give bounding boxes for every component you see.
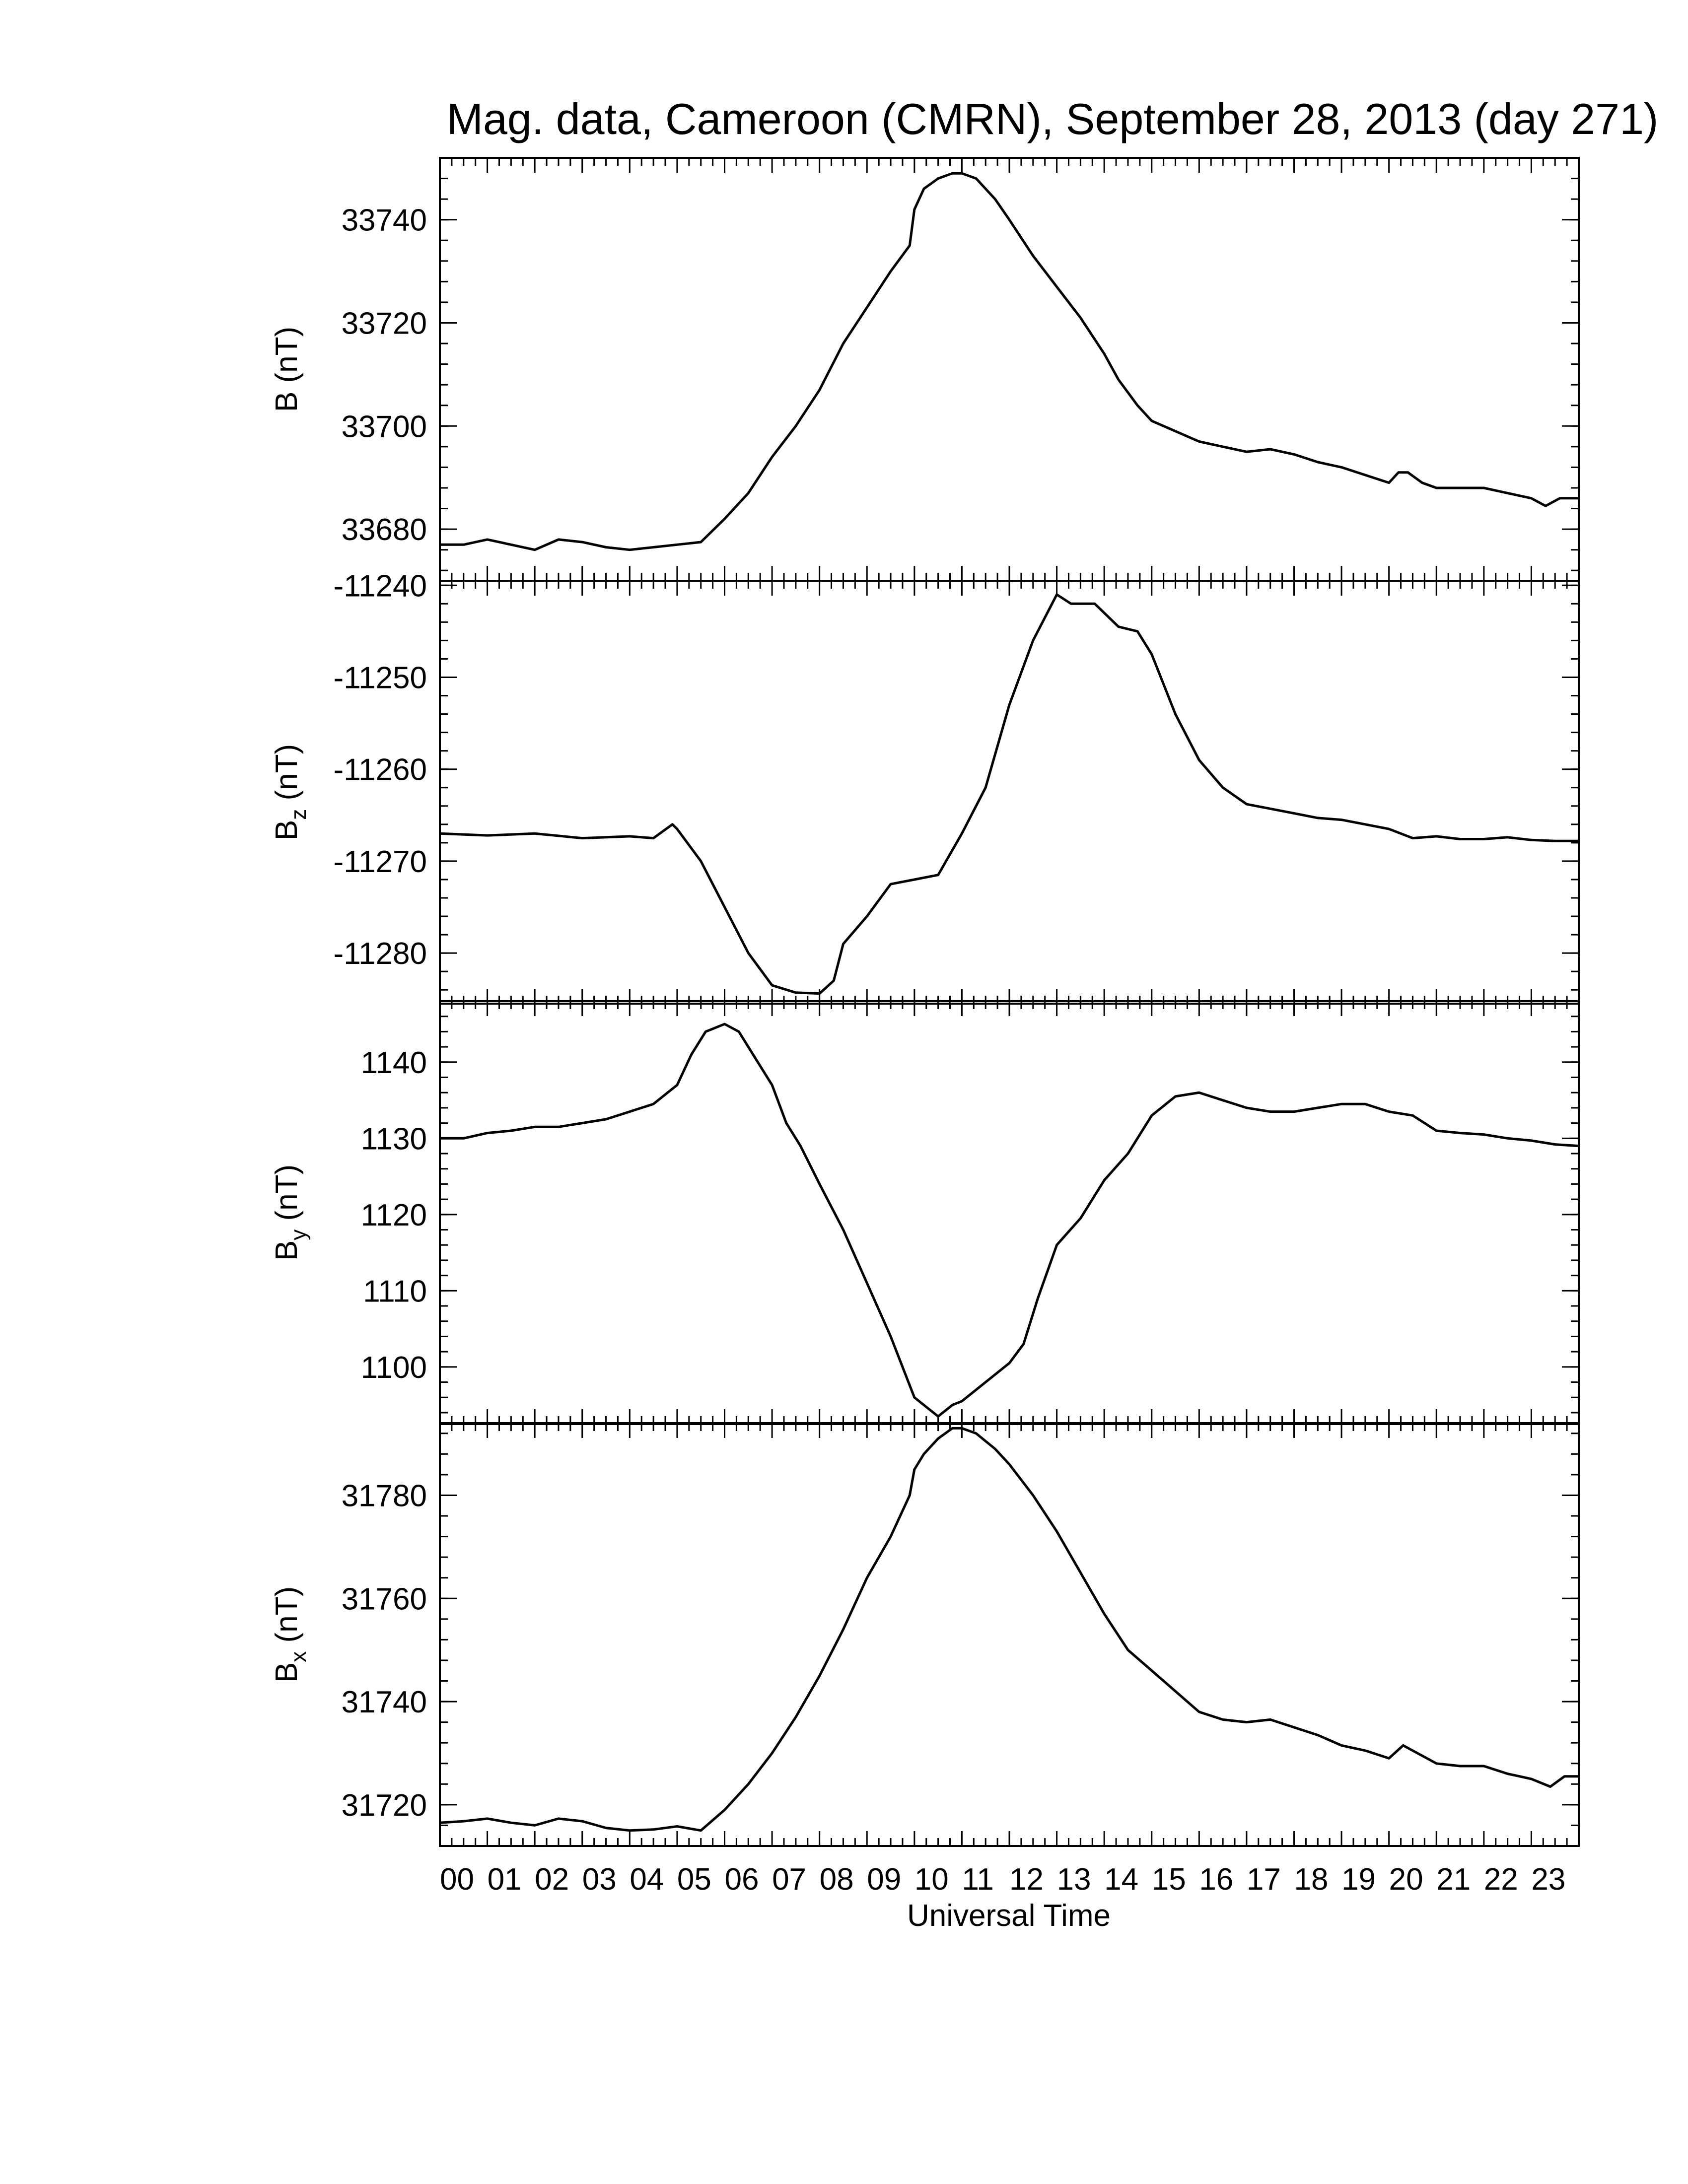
y-axis-label: $B_x$ (nT) xyxy=(270,1586,311,1683)
chart-title: Mag. data, Cameroon (CMRN), September 28, 2013 (day 271) xyxy=(446,94,1659,143)
y-tick-label: 1100 xyxy=(360,1350,427,1385)
y-tick-label: -11260 xyxy=(333,752,427,787)
x-tick-label: 17 xyxy=(1246,1862,1281,1897)
panels xyxy=(270,158,1579,1897)
x-tick-label: 18 xyxy=(1294,1862,1329,1897)
y-tick-label: 31740 xyxy=(341,1685,427,1720)
x-tick-label: 11 xyxy=(962,1862,994,1897)
x-tick-label: 15 xyxy=(1151,1862,1186,1897)
y-tick-label: 31720 xyxy=(341,1788,427,1823)
panel-frame xyxy=(440,1001,1579,1424)
y-tick-label: 1120 xyxy=(360,1198,427,1232)
x-tick-label: 08 xyxy=(819,1862,854,1897)
x-tick-label: 19 xyxy=(1341,1862,1376,1897)
x-tick-label: 13 xyxy=(1056,1862,1091,1897)
x-tick-label: 07 xyxy=(772,1862,807,1897)
y-tick-label: 1130 xyxy=(360,1122,427,1157)
series-line-bz xyxy=(440,595,1579,994)
x-tick-label: 10 xyxy=(914,1862,949,1897)
y-tick-label: 33700 xyxy=(341,410,427,444)
y-tick-label: 1140 xyxy=(360,1045,427,1080)
x-axis-label: Universal Time xyxy=(907,1899,1111,1933)
y-tick-label: 33680 xyxy=(341,513,427,547)
series-line-bx xyxy=(440,1428,1579,1830)
panel-frame xyxy=(440,581,1579,1004)
x-tick-label: 09 xyxy=(867,1862,902,1897)
x-tick-label: 00 xyxy=(440,1862,474,1897)
x-tick-label: 20 xyxy=(1389,1862,1423,1897)
x-tick-label: 21 xyxy=(1436,1862,1471,1897)
x-tick-label: 01 xyxy=(487,1862,522,1897)
series-line-b xyxy=(440,173,1579,549)
y-axis-label: $B_z$ (nT) xyxy=(270,744,311,841)
panel-bx xyxy=(270,1423,1579,1846)
x-tick-label: 14 xyxy=(1104,1862,1139,1897)
x-tick-label: 06 xyxy=(724,1862,759,1897)
panel-by xyxy=(270,1001,1579,1424)
panel-frame xyxy=(440,1423,1579,1846)
y-tick-label: 31760 xyxy=(341,1582,427,1617)
y-tick-label: -11270 xyxy=(333,844,427,879)
panel-bz xyxy=(270,569,1579,1004)
y-tick-label: 31780 xyxy=(341,1479,427,1513)
y-axis-label: $B_y$ (nT) xyxy=(270,1164,311,1261)
panel-b xyxy=(270,158,1579,581)
x-tick-label: 12 xyxy=(1009,1862,1044,1897)
x-tick-label: 04 xyxy=(630,1862,664,1897)
y-tick-label: -11240 xyxy=(333,569,427,604)
x-tick-label: 16 xyxy=(1199,1862,1234,1897)
y-tick-label: -11250 xyxy=(333,661,427,695)
y-axis-label: B (nT) xyxy=(270,326,304,412)
y-tick-label: 33720 xyxy=(341,306,427,341)
x-tick-label: 03 xyxy=(582,1862,617,1897)
x-tick-label: 05 xyxy=(677,1862,711,1897)
x-tick-label: 22 xyxy=(1483,1862,1518,1897)
x-tick-label: 02 xyxy=(535,1862,569,1897)
y-tick-label: 1110 xyxy=(363,1274,427,1309)
y-tick-label: 33740 xyxy=(341,203,427,238)
series-line-by xyxy=(440,1024,1579,1417)
x-tick-label: 23 xyxy=(1531,1862,1566,1897)
y-tick-label: -11280 xyxy=(333,937,427,971)
